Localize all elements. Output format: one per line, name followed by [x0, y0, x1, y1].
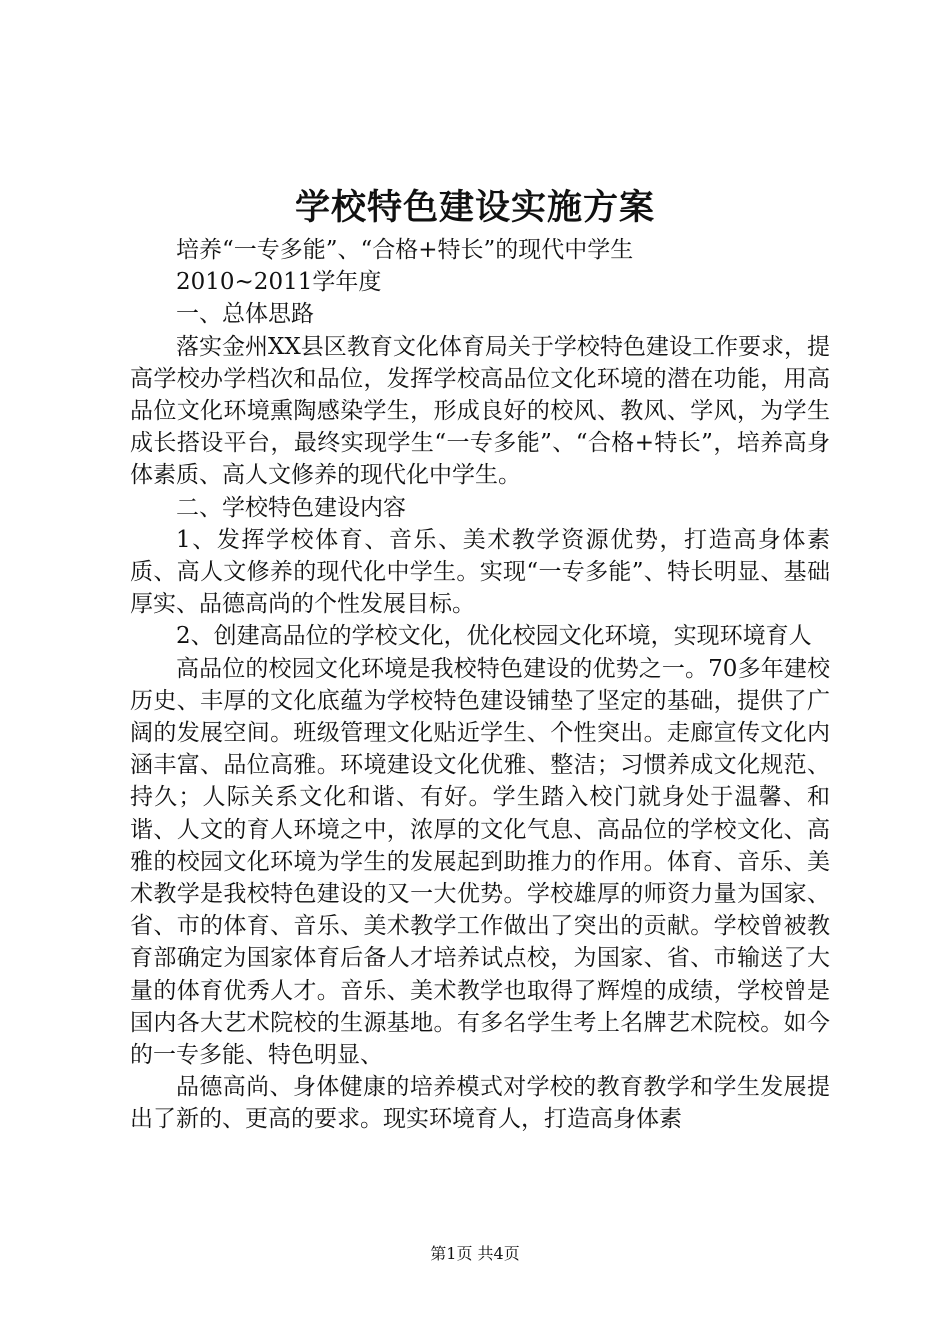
subtitle-paragraph: 培养“一专多能”、“合格+特长”的现代中学生	[176, 237, 634, 263]
section-heading-2: 二、学校特色建设内容	[176, 494, 406, 521]
section-heading-1: 一、总体思路	[176, 301, 314, 328]
body-paragraph: 高品位的校园文化环境是我校特色建设的优势之一。70多年建校历史、丰厚的文化底蕴为学校特色建设铺垫了坚定的基础，提供了广阔的发展空间。班级管理文化贴近学生、个性突出。走廊宣传文化内涵丰富、品位高雅。环境建设文化优雅、整洁；习惯养成文化规范、持久；人际关系文化和谐、有好。学生踏入校门就身处于温馨、和谐、人文的育人环境之中，浓厚的文化气息、高品位的学校文化、高雅的校园文化环境为学生的发展起到助推力的作用。体育、音乐、美术教学是我校特色建设的又一大优势。学校雄厚的师资力量为国家、省、市的体育、音乐、美术教学工作做出了突出的贡献。学校曾被教育部确定为国家体育后备人才培养试点校，为国家、省、市输送了大量的体育优秀人才。音乐、美术教学也取得了辉煌的成绩，学校曾是国内各大艺术院校的生源基地。有多名学生考上名牌艺术院校。如今的一专多能、特色明显、	[130, 655, 830, 1069]
body-paragraph: 2、创建高品位的学校文化，优化校园文化环境，实现环境育人	[176, 623, 812, 650]
body-paragraph: 品德高尚、身体健康的培养模式对学校的教育教学和学生发展提出了新的、更高的要求。现实环境育人，打造高身体素	[130, 1074, 830, 1133]
page-number-footer: 第1页 共4页	[430, 1244, 520, 1263]
document-body	[130, 234, 830, 1136]
body-paragraph: 1、发挥学校体育、音乐、美术教学资源优势，打造高身体素质、高人文修养的现代化中学生。实现“一专多能”、特长明显、基础厚实、品德高尚的个性发展目标。	[130, 526, 830, 618]
school-year-paragraph: 2010~2011学年度	[176, 269, 382, 296]
document-title: 学校特色建设实施方案	[294, 187, 655, 228]
body-paragraph: 落实金州XX县区教育文化体育局关于学校特色建设工作要求，提高学校办学档次和品位，发挥学校高品位文化环境的潜在功能，用高品位文化环境熏陶感染学生，形成良好的校风、教风、学风，为学生成长搭设平台，最终实现学生“一专多能”、“合格+特长”，培养高身体素质、高人文修养的现代化中学生。	[130, 333, 830, 489]
